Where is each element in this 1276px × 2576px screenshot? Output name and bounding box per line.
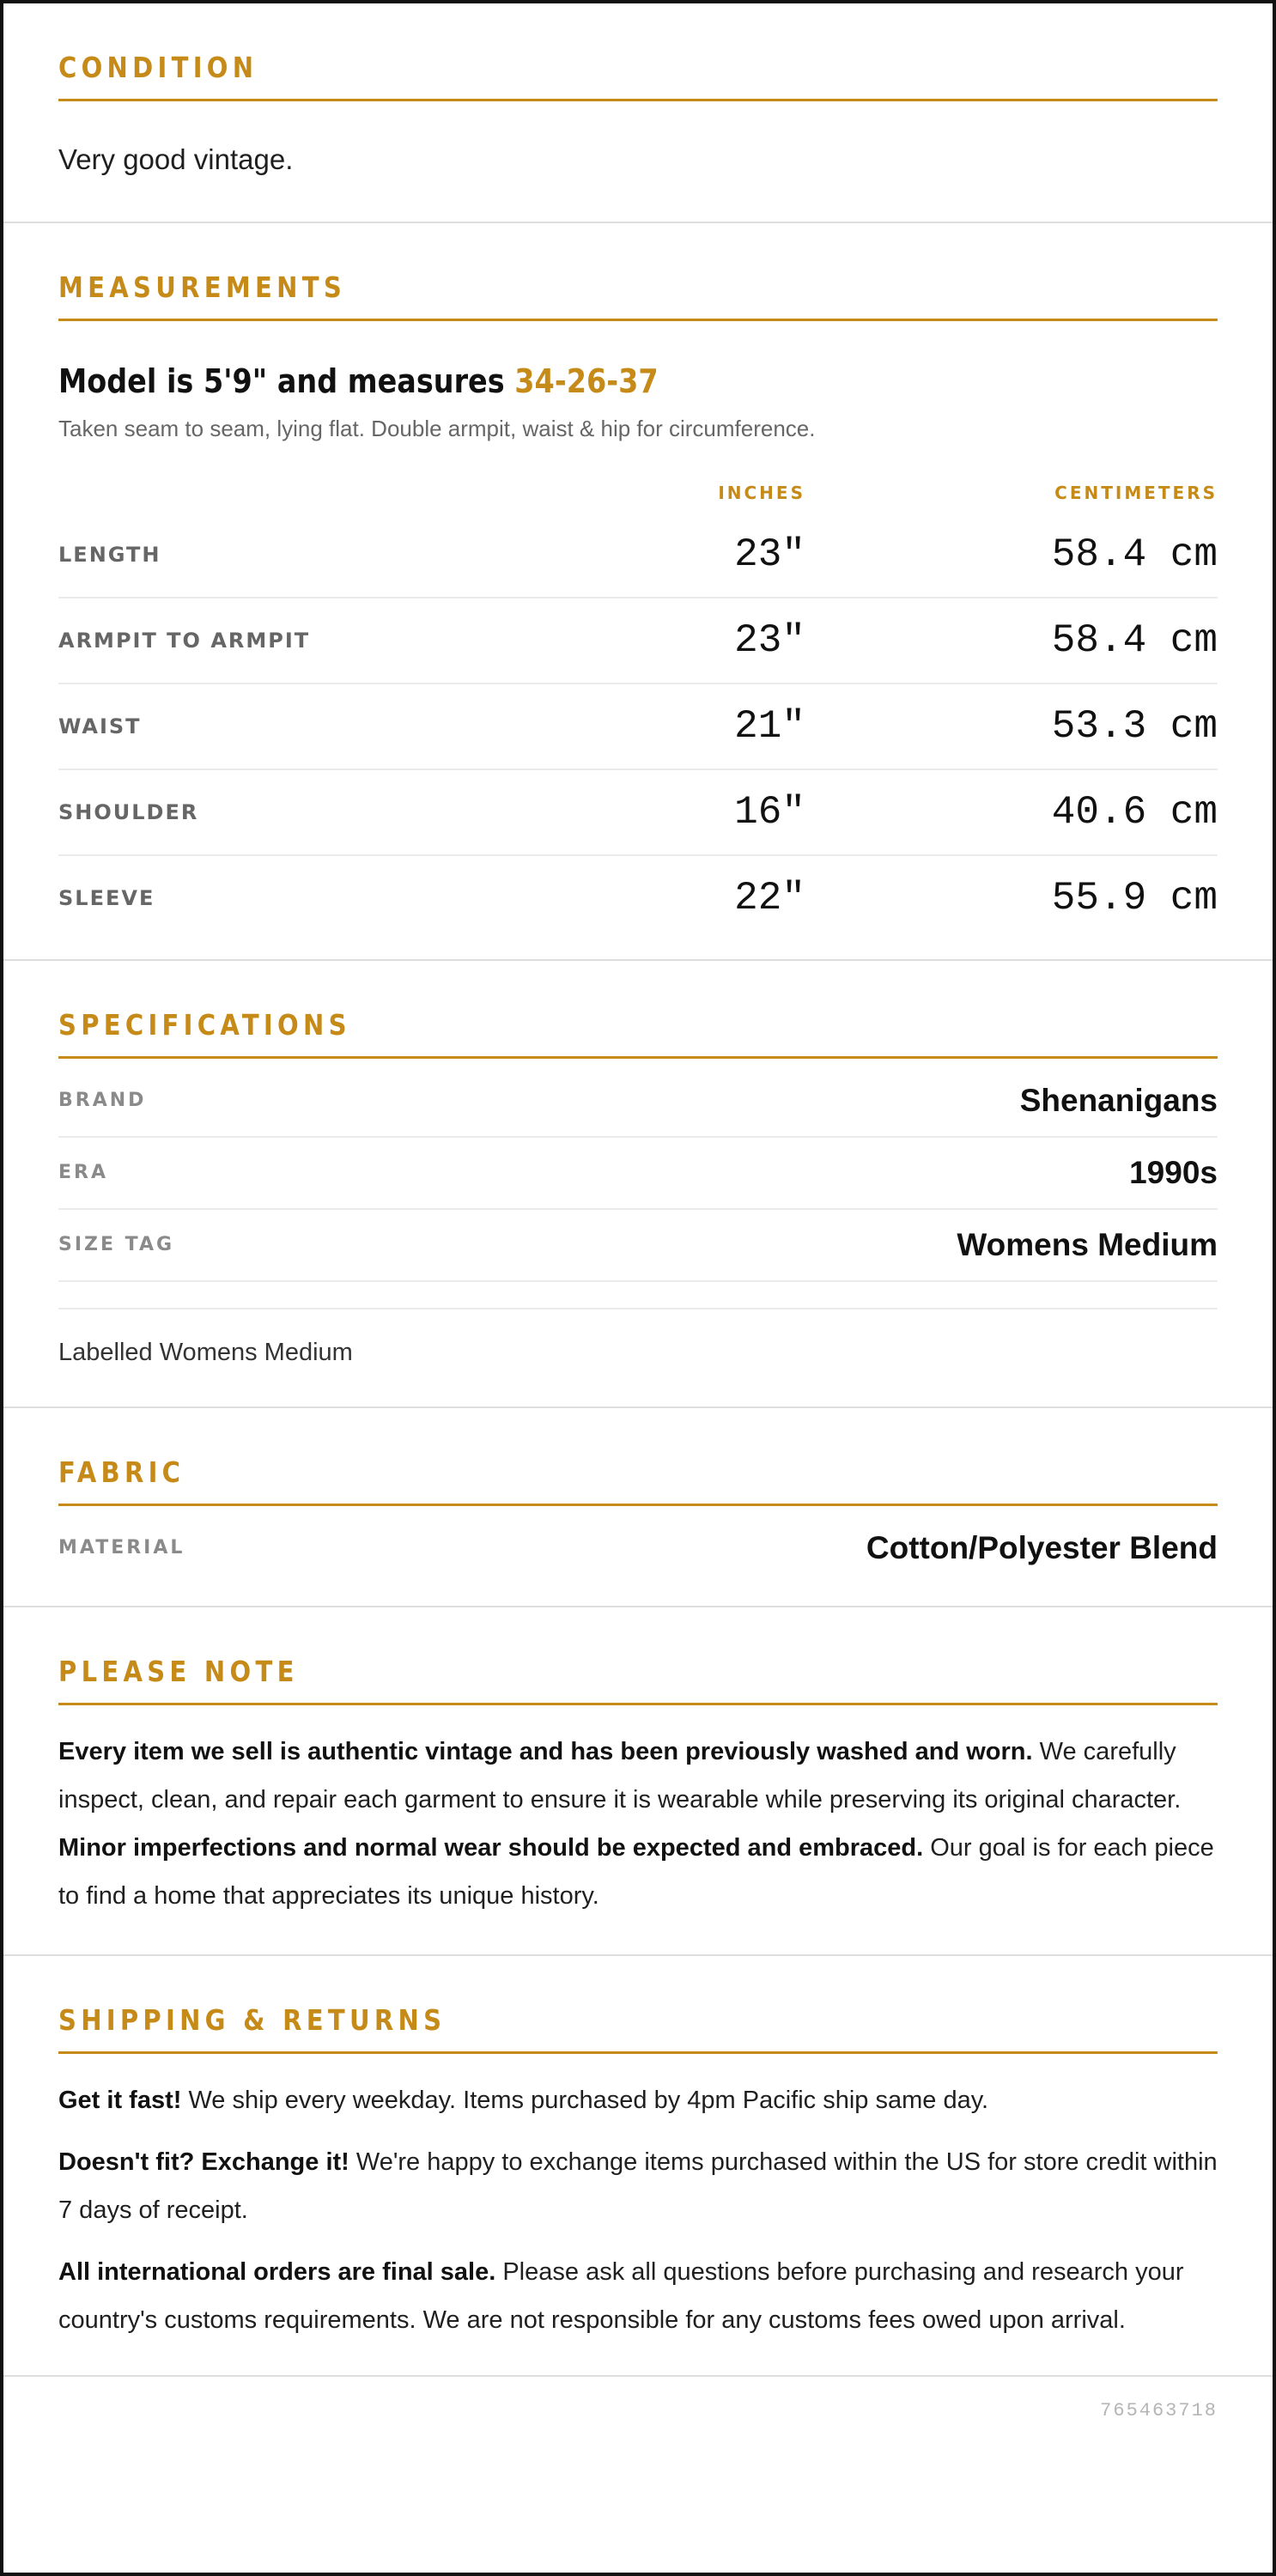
model-prefix: Model is 5'9" and measures: [58, 361, 515, 400]
measurement-inches: 23": [734, 532, 805, 577]
spec-row-brand: [58, 1066, 1218, 1138]
fabric-key: MATERIAL: [58, 1537, 185, 1559]
spec-key: SIZE TAG: [58, 1234, 175, 1256]
measurement-label: WAIST: [58, 714, 142, 738]
condition-text: Very good vintage.: [58, 143, 294, 175]
condition-section: [3, 3, 1273, 223]
fabric-section: [3, 1408, 1273, 1607]
measurement-inches: 21": [734, 703, 805, 749]
measurement-table: [58, 513, 1218, 940]
measurement-note: Taken seam to seam, lying flat. Double armpit, waist & hip for circumference.: [58, 415, 816, 441]
measurement-inches: 22": [734, 875, 805, 920]
shipping-title: SHIPPING & RETURNS: [58, 2006, 1218, 2054]
fabric-row-material: [58, 1513, 1218, 1583]
please-note-text-1: We carefully inspect, clean, and repair each garment to ensure it is wearable while preserving its original character.: [58, 1737, 1182, 1814]
product-id-footer: [3, 2377, 1273, 2445]
spec-key: BRAND: [58, 1090, 147, 1112]
spec-value: 1990s: [1129, 1154, 1218, 1190]
measurement-cm: 40.6 cm: [1051, 789, 1218, 835]
measurement-inches: 23": [734, 617, 805, 663]
condition-title: CONDITION: [58, 53, 1218, 101]
shipping-paragraph-2: [58, 2138, 1218, 2234]
measurement-inches: 16": [734, 789, 805, 835]
measurement-label: ARMPIT TO ARMPIT: [58, 628, 311, 653]
measurement-row: [58, 513, 1218, 598]
product-id: 765463718: [1100, 2400, 1218, 2422]
spec-divider: [58, 1282, 1218, 1309]
shipping-bold-3: All international orders are final sale.: [58, 2257, 496, 2286]
centimeters-column-header: CENTIMETERS: [1054, 482, 1218, 503]
please-note-bold-2: Minor imperfections and normal wear should be expected and embraced.: [58, 1833, 924, 1862]
shipping-text-3: Please ask all questions before purchasing and research your country's customs requirements. We are not responsible for any customs fees owed upon arrival.: [58, 2257, 1184, 2334]
model-numbers: 34-26-37: [514, 361, 659, 400]
spec-row-era: [58, 1138, 1218, 1210]
shipping-text-1: We ship every weekday. Items purchased by 4pm Pacific ship same day.: [181, 2086, 989, 2114]
model-measurements: [58, 362, 1079, 400]
measurement-cm: 55.9 cm: [1051, 875, 1218, 920]
measurement-row: [58, 856, 1218, 940]
measurement-cm: 58.4 cm: [1051, 532, 1218, 577]
spec-row-size-tag: [58, 1210, 1218, 1282]
size-tag-note: Labelled Womens Medium: [58, 1338, 353, 1366]
please-note-bold-1: Every item we sell is authentic vintage and has been previously washed and worn.: [58, 1737, 1033, 1765]
shipping-section: [3, 1956, 1273, 2377]
shipping-bold-2: Doesn't fit? Exchange it!: [58, 2148, 349, 2176]
please-note-text-2: Our goal is for each piece to find a home that appreciates its unique history.: [58, 1833, 1214, 1910]
measurement-label: SHOULDER: [58, 799, 199, 824]
spec-value: Womens Medium: [957, 1226, 1218, 1262]
measurement-row: [58, 770, 1218, 856]
shipping-text-2: We're happy to exchange items purchased within the US for store credit within 7 days of receipt.: [58, 2148, 1218, 2224]
measurement-header: [58, 473, 1218, 513]
measurement-row: [58, 598, 1218, 684]
fabric-value: Cotton/Polyester Blend: [866, 1529, 1218, 1565]
please-note-text: [58, 1728, 1218, 1920]
spec-value: Shenanigans: [1019, 1082, 1218, 1118]
specifications-title: SPECIFICATIONS: [58, 1011, 1218, 1059]
measurement-cm: 53.3 cm: [1051, 703, 1218, 749]
measurements-title: MEASUREMENTS: [58, 273, 1218, 321]
shipping-paragraph-3: [58, 2248, 1218, 2344]
measurement-label: LENGTH: [58, 542, 161, 567]
measurement-row: [58, 684, 1218, 770]
specifications-section: [3, 961, 1273, 1408]
inches-column-header: INCHES: [718, 482, 805, 503]
spec-key: ERA: [58, 1162, 108, 1184]
please-note-section: [3, 1607, 1273, 1956]
please-note-title: PLEASE NOTE: [58, 1657, 1218, 1705]
measurements-section: [3, 223, 1273, 961]
measurement-label: SLEEVE: [58, 885, 155, 910]
fabric-title: FABRIC: [58, 1458, 1218, 1506]
measurement-cm: 58.4 cm: [1051, 617, 1218, 663]
shipping-bold-1: Get it fast!: [58, 2086, 182, 2114]
shipping-paragraph-1: [58, 2076, 1218, 2124]
